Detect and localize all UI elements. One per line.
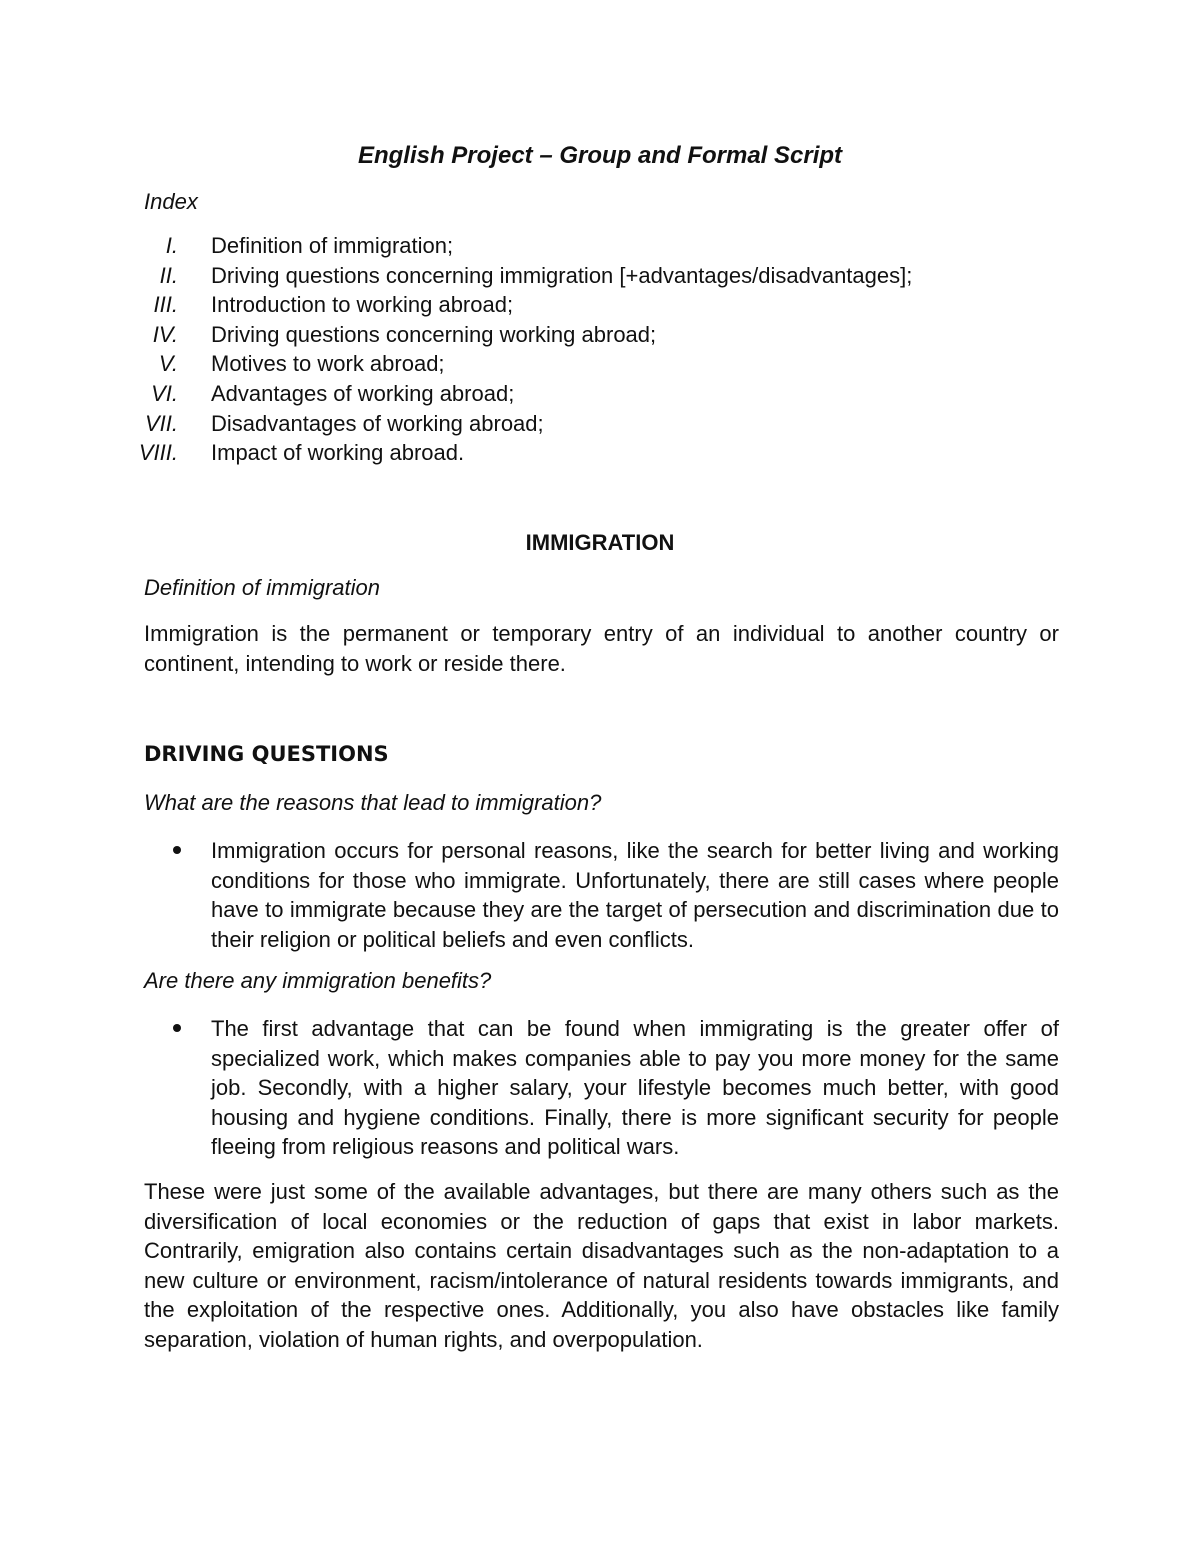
index-text: Disadvantages of working abroad; [211, 410, 544, 436]
index-item [0, 438, 1200, 468]
index-item [0, 379, 1200, 409]
question-benefits: Are there any immigration benefits? [144, 968, 492, 993]
index-list [0, 231, 1200, 468]
index-number: V. [158, 351, 178, 377]
index-text: Driving questions concerning working abroad; [211, 321, 657, 347]
index-item [0, 349, 1200, 379]
question-reasons: What are the reasons that lead to immigration? [144, 790, 602, 815]
bullet-text: Immigration occurs for personal reasons, like the search for better living and working conditions for those who immigrate. Unfortunately, there are still cases where people have to immigrate because they are the target of persecution and discrimination due to their religion or political beliefs and even conflicts. [211, 838, 1059, 952]
index-text: Impact of working abroad. [211, 440, 465, 466]
index-text: Motives to work abroad; [211, 351, 445, 377]
document-title: English Project – Group and Formal Script [357, 142, 843, 169]
index-text: Driving questions concerning immigration [+advantages/disadvantages]; [211, 262, 913, 288]
index-number: VIII. [138, 440, 178, 466]
index-number: II. [159, 262, 178, 288]
closing-paragraph: These were just some of the available advantages, but there are many others such as the diversification of local economies or the reduction of gaps that exist in labor markets. Contrarily, emigration also contains certain disadvantages such as the non-adaptation to a new culture or environment, racism/intolerance of natural residents towards immigrants, and the exploitation of the respective ones. Additionally, you also have obstacles like family separation, violation of human rights, and overpopulation. [144, 1179, 1059, 1352]
index-text: Advantages of working abroad; [211, 380, 515, 406]
index-item [0, 290, 1200, 320]
index-item [0, 261, 1200, 291]
definition-paragraph: Immigration is the permanent or temporary entry of an individual to another country or continent, intending to work or reside there. [144, 621, 1059, 676]
index-label: Index [144, 189, 198, 214]
immigration-heading: IMMIGRATION [525, 530, 675, 555]
driving-questions-heading: DRIVING QUESTIONS [144, 742, 389, 766]
definition-subheading: Definition of immigration [144, 575, 380, 600]
index-number: VI. [151, 380, 178, 406]
bullet-icon [173, 1024, 181, 1032]
index-number: I. [165, 233, 178, 258]
index-item [0, 320, 1200, 350]
index-number: VII. [144, 410, 178, 436]
index-item [0, 231, 1200, 261]
index-item [0, 409, 1200, 439]
index-number: III. [153, 292, 178, 318]
index-text: Definition of immigration; [211, 233, 454, 258]
bullet-text: The first advantage that can be found when immigrating is the greater offer of specialized work, which makes companies able to pay you more money for the same job. Secondly, with a higher salary, your lifestyle becomes much better, with good housing and hygiene conditions. Finally, there is more significant security for people fleeing from religious reasons and political wars. [211, 1016, 1059, 1160]
index-number: IV. [152, 321, 178, 347]
index-text: Introduction to working abroad; [211, 292, 514, 318]
bullet-icon [173, 846, 181, 854]
